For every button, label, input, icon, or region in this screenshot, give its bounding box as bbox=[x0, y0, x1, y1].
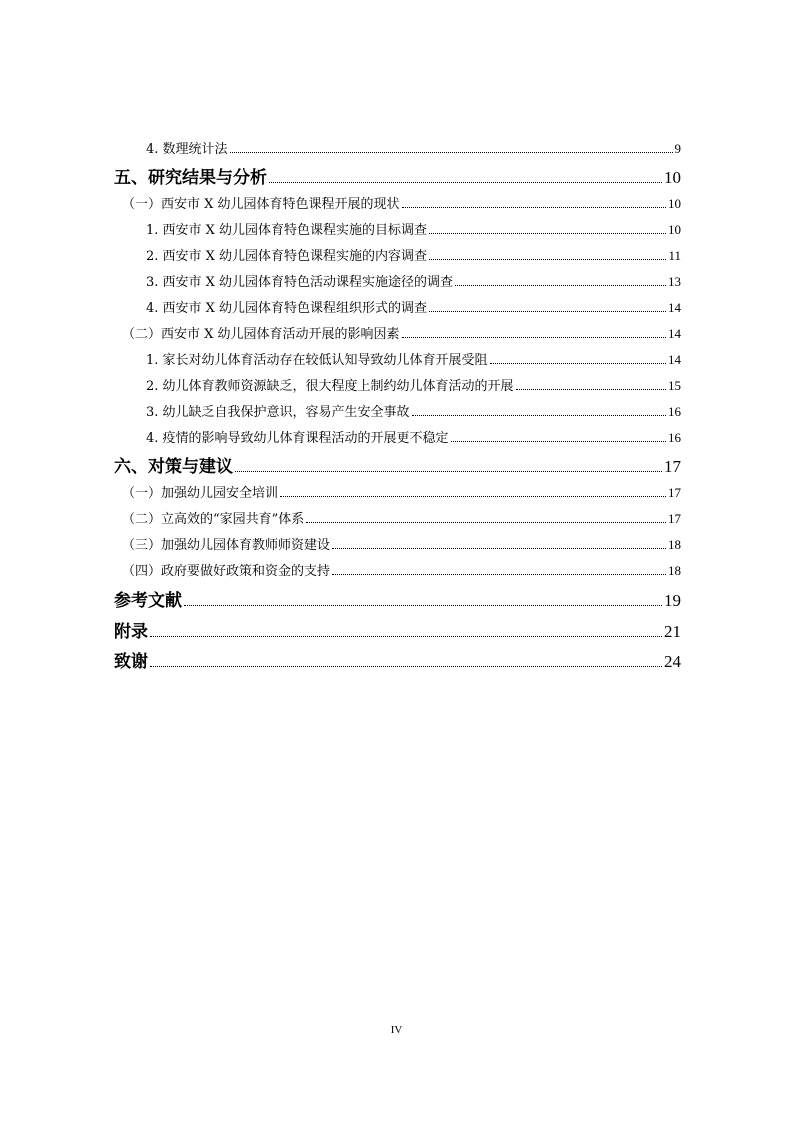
toc-entry-title: 附录 bbox=[114, 622, 148, 642]
toc-entry-page: 14 bbox=[668, 326, 681, 341]
toc-leader-dots bbox=[402, 207, 666, 208]
toc-entry-page: 17 bbox=[668, 485, 681, 500]
toc-leader-dots bbox=[429, 233, 666, 234]
toc-entry-title: 3. 幼儿缺乏自我保护意识，容易产生安全事故 bbox=[146, 405, 410, 420]
toc-entry[interactable] bbox=[114, 138, 681, 157]
toc-entry-title: （三）加强幼儿园体育教师师资建设 bbox=[122, 538, 331, 553]
toc-entry-page: 10 bbox=[668, 196, 681, 211]
toc-leader-dots bbox=[429, 311, 666, 312]
toc-leader-dots bbox=[280, 496, 666, 497]
toc-entry-page: 15 bbox=[668, 378, 681, 393]
toc-entry[interactable] bbox=[114, 534, 681, 553]
toc-entry-page: 16 bbox=[668, 404, 681, 419]
toc-entry[interactable] bbox=[114, 245, 681, 264]
toc-entry-page: 24 bbox=[664, 652, 681, 671]
toc-entry-page: 19 bbox=[664, 591, 681, 610]
toc-leader-dots bbox=[516, 389, 666, 390]
toc-leader-dots bbox=[184, 605, 662, 606]
toc-leader-dots bbox=[402, 337, 666, 338]
toc-entry[interactable] bbox=[114, 452, 681, 477]
toc-entry[interactable] bbox=[114, 163, 681, 188]
toc-entry[interactable] bbox=[114, 219, 681, 238]
toc-leader-dots bbox=[451, 441, 666, 442]
toc-entry-title: 3. 西安市 X 幼儿园体育特色活动课程实施途径的调查 bbox=[146, 275, 454, 290]
toc-entry-title: 2. 幼儿体育教师资源缺乏，很大程度上制约幼儿体育活动的开展 bbox=[146, 379, 514, 394]
toc-leader-dots bbox=[412, 415, 666, 416]
toc-entry[interactable] bbox=[114, 271, 681, 290]
toc-entry-page: 21 bbox=[664, 622, 681, 641]
toc-entry-title: 1. 家长对幼儿体育活动存在较低认知导致幼儿体育开展受阻 bbox=[146, 353, 488, 368]
toc-entry-page: 13 bbox=[668, 274, 681, 289]
toc-entry[interactable] bbox=[114, 323, 681, 342]
toc-entry[interactable] bbox=[114, 617, 681, 642]
toc-entry[interactable] bbox=[114, 401, 681, 420]
toc-entry-title: （四）政府要做好政策和资金的支持 bbox=[122, 564, 331, 579]
toc-entry-title: 1. 西安市 X 幼儿园体育特色课程实施的目标调查 bbox=[146, 223, 428, 238]
toc-entry-title: 五、研究结果与分析 bbox=[114, 168, 267, 188]
toc-entry[interactable] bbox=[114, 482, 681, 501]
toc-entry-title: （一）西安市 X 幼儿园体育特色课程开展的现状 bbox=[122, 197, 400, 212]
toc-entry-title: （一）加强幼儿园安全培训 bbox=[122, 486, 279, 501]
toc-entry-page: 9 bbox=[674, 141, 681, 156]
toc-entry-page: 17 bbox=[668, 511, 681, 526]
page-number-footer: IV bbox=[390, 1024, 403, 1036]
toc-entry[interactable] bbox=[114, 427, 681, 446]
toc-entry[interactable] bbox=[114, 349, 681, 368]
toc-entry-page: 18 bbox=[668, 537, 681, 552]
toc-leader-dots bbox=[150, 666, 662, 667]
toc-entry[interactable] bbox=[114, 560, 681, 579]
toc-leader-dots bbox=[235, 471, 662, 472]
toc-entry-title: （二）立高效的“家园共育”体系 bbox=[122, 512, 305, 527]
toc-leader-dots bbox=[306, 522, 666, 523]
toc-leader-dots bbox=[150, 636, 662, 637]
toc-leader-dots bbox=[269, 182, 662, 183]
toc-entry[interactable] bbox=[114, 586, 681, 611]
toc-leader-dots bbox=[455, 285, 666, 286]
toc-entry[interactable] bbox=[114, 375, 681, 394]
toc-leader-dots bbox=[332, 574, 666, 575]
toc-entry-page: 18 bbox=[668, 563, 681, 578]
toc-entry[interactable] bbox=[114, 508, 681, 527]
toc-entry-page: 10 bbox=[668, 222, 681, 237]
toc-entry-page: 14 bbox=[668, 352, 681, 367]
toc-entry-title: 致谢 bbox=[114, 652, 148, 672]
toc-entry-title: 4. 西安市 X 幼儿园体育特色课程组织形式的调查 bbox=[146, 301, 428, 316]
toc-entry[interactable] bbox=[114, 193, 681, 212]
toc-entry-page: 10 bbox=[664, 168, 681, 187]
toc-entry-title: 参考文献 bbox=[114, 591, 182, 611]
toc-entry-title: 4. 疫情的影响导致幼儿体育课程活动的开展更不稳定 bbox=[146, 431, 449, 446]
toc-entry-title: （二）西安市 X 幼儿园体育活动开展的影响因素 bbox=[122, 327, 400, 342]
toc-entry[interactable] bbox=[114, 647, 681, 672]
toc-entry-page: 17 bbox=[664, 457, 681, 476]
toc-entry-page: 11 bbox=[668, 248, 681, 263]
toc-leader-dots bbox=[332, 548, 666, 549]
toc-entry-title: 4. 数理统计法 bbox=[146, 142, 228, 157]
toc-entry-page: 16 bbox=[668, 430, 681, 445]
toc-entry-title: 六、对策与建议 bbox=[114, 457, 233, 477]
toc-leader-dots bbox=[490, 363, 666, 364]
toc-entry-title: 2. 西安市 X 幼儿园体育特色课程实施的内容调查 bbox=[146, 249, 428, 264]
toc-leader-dots bbox=[230, 152, 673, 153]
toc-entry[interactable] bbox=[114, 297, 681, 316]
toc-leader-dots bbox=[429, 259, 666, 260]
toc-entry-page: 14 bbox=[668, 300, 681, 315]
